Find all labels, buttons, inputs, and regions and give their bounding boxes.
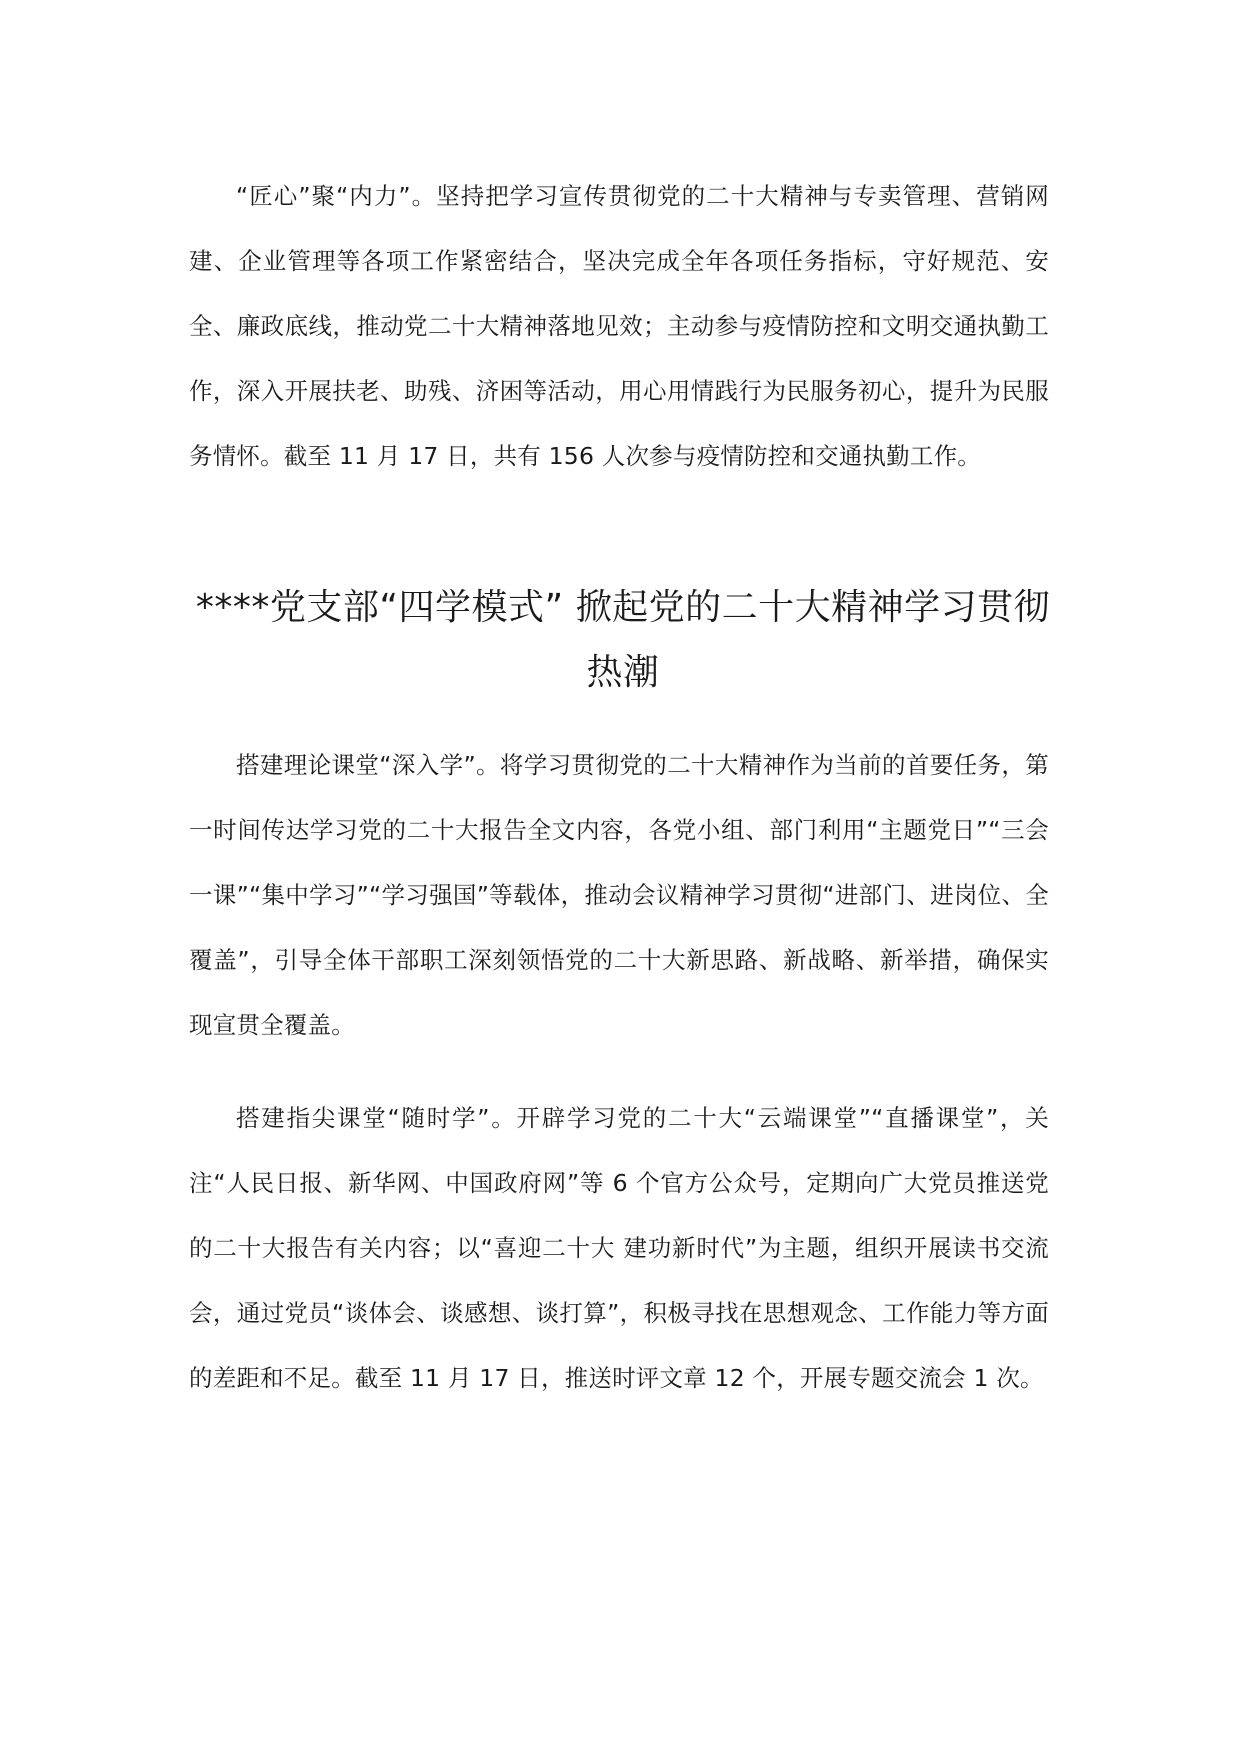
section-title: ****党支部“四学模式” 掀起党的二十大精神学习贯彻热潮	[195, 587, 1051, 693]
body-paragraph-craftsmanship: “匠心”聚“内力”。坚持把学习宣传贯彻党的二十大精神与专卖管理、营销网建、企业管理等各项工作紧密结合，坚决完成全年各项任务指标，守好规范、安全、廉政底线，推动党二十大精神落地见效；主动参与疫情防控和文明交通执勤工作，深入开展扶老、助残、济困等活动，用心用情践行为民服务初心，提升为民服务情怀。截至 11 月 17 日，共有 156 人次参与疫情防控和交通执勤工作。	[189, 182, 1049, 470]
body-paragraph-fingertip-classroom: 搭建指尖课堂“随时学”。开辟学习党的二十大“云端课堂”“直播课堂”，关注“人民日报、新华网、中国政府网”等 6 个官方公众号，定期向广大党员推送党的二十大报告有关内容；以“喜迎二十大 建功新时代”为主题，组织开展读书交流会，通过党员“谈体会、谈感想、谈打算”，积极寻找在思想观念、工作能力等方面的差距和不足。截至 11 月 17 日，推送时评文章 12 个，开展专题交流会 1 次。	[189, 1104, 1049, 1392]
body-paragraph-theory-classroom: 搭建理论课堂“深入学”。将学习贯彻党的二十大精神作为当前的首要任务，第一时间传达学习党的二十大报告全文内容，各党小组、部门利用“主题党日”“三会一课”“集中学习”“学习强国”等载体，推动会议精神学习贯彻“进部门、进岗位、全覆盖”，引导全体干部职工深刻领悟党的二十大新思路、新战略、新举措，确保实现宣贯全覆盖。	[189, 751, 1049, 1039]
